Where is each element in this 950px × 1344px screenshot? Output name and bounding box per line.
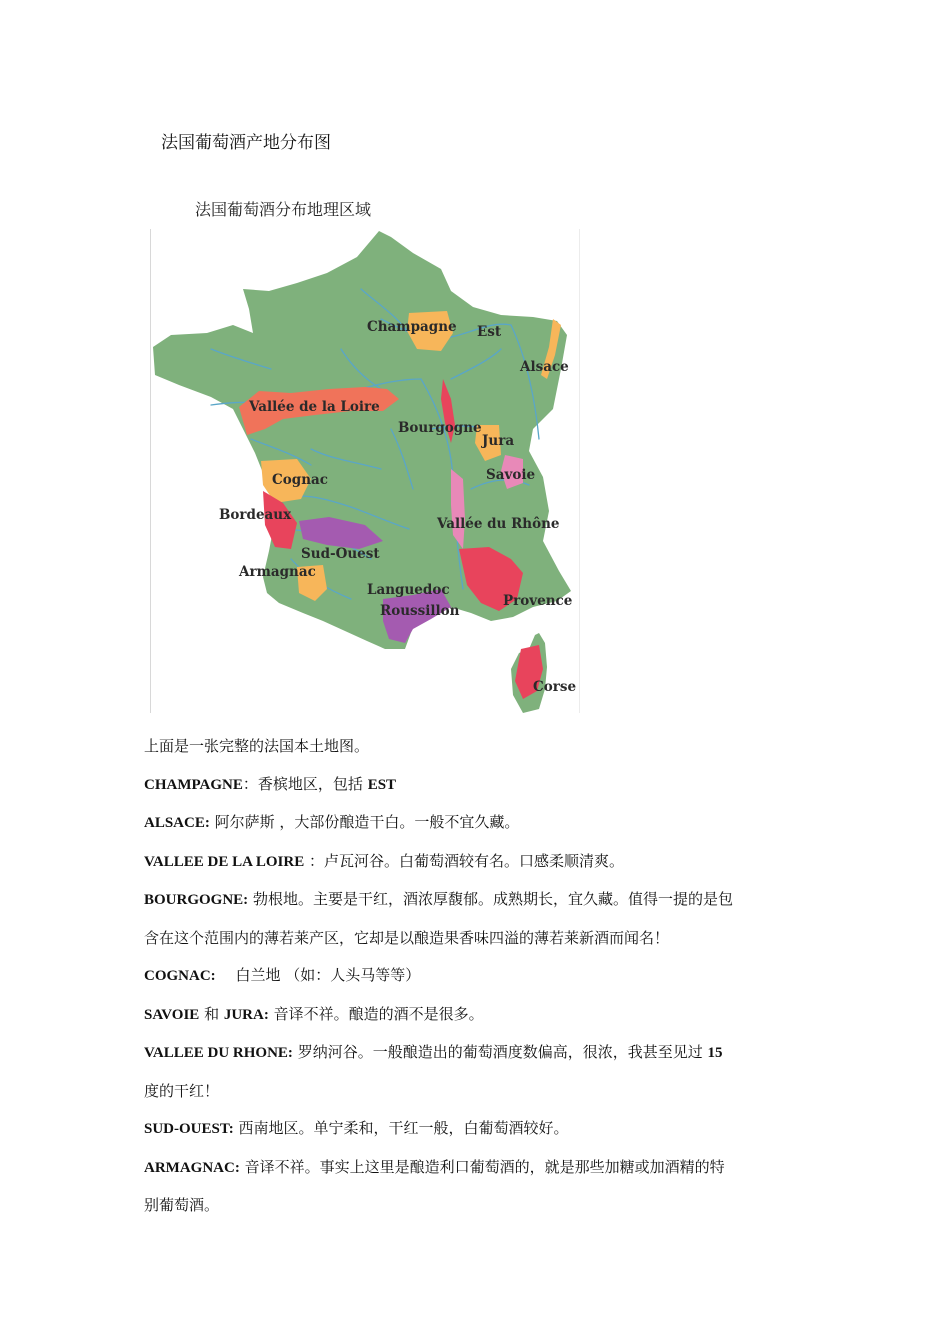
label-roussillon: Roussillon <box>380 603 460 619</box>
champagne-sep: ： <box>242 774 258 793</box>
page-title: 法国葡萄酒产地分布图 <box>161 133 331 153</box>
france-wine-map <box>150 229 580 713</box>
champagne-term: CHAMPAGNE <box>144 776 243 793</box>
armagnac-line2: 别葡萄酒。 <box>144 1196 220 1214</box>
champagne-desc: 香槟地区，包括 <box>257 774 368 793</box>
loire-paragraph <box>144 843 824 882</box>
bourgogne-line1: 勃根地。主要是干红，酒浓厚馥郁。成熟期长，宜久藏。值得一提的是包 <box>248 890 733 908</box>
savoie-desc: 音译不祥。酿造的酒不是很多。 <box>268 1004 484 1023</box>
savoie-term: SAVOIE <box>144 1006 200 1023</box>
bourgogne-paragraph <box>144 881 824 957</box>
label-bordeaux: Bordeaux <box>219 507 292 523</box>
label-est: Est <box>477 324 502 340</box>
label-bourgogne: Bourgogne <box>398 420 482 436</box>
savoie-and: 和 <box>199 1004 224 1023</box>
jura-term: JURA: <box>223 1006 269 1023</box>
rhone-line2: 度的干红！ <box>144 1081 220 1100</box>
map-caption: 法国葡萄酒分布地理区域 <box>195 200 372 219</box>
champagne-est: EST <box>367 776 397 793</box>
cognac-desc: 白兰地 （如：人头马等等） <box>215 966 421 984</box>
savoie-jura-paragraph <box>144 996 824 1035</box>
armagnac-line1: 音译不祥。事实上这里是酿造利口葡萄酒的，就是那些加糖或加酒精的特 <box>239 1157 725 1176</box>
alsace-paragraph <box>144 804 824 843</box>
label-cognac: Cognac <box>272 472 328 488</box>
label-jura: Jura <box>482 433 515 449</box>
armagnac-term: ARMAGNAC: <box>144 1159 240 1176</box>
rhone-number: 15 <box>707 1045 723 1061</box>
intro-paragraph: 上面是一张完整的法国本土地图。 <box>144 737 370 755</box>
alsace-term: ALSACE: <box>144 815 210 831</box>
label-savoie: Savoie <box>486 467 536 483</box>
cognac-paragraph <box>144 957 824 996</box>
rhone-line1: 罗纳河谷。一般酿造出的葡萄酒度数偏高，很浓，我甚至见过 <box>292 1043 708 1061</box>
loire-desc: ：卢瓦河谷。白葡萄酒较有名。口感柔顺清爽。 <box>304 851 624 870</box>
bourgogne-term: BOURGOGNE: <box>144 892 249 908</box>
alsace-desc: 阿尔萨斯 ，大部份酿造干白。一般不宜久藏。 <box>209 813 520 831</box>
label-sudouest: Sud-Ouest <box>301 546 380 562</box>
label-armagnac: Armagnac <box>239 564 316 580</box>
champagne-paragraph <box>144 766 824 805</box>
sudouest-paragraph <box>144 1110 824 1149</box>
armagnac-paragraph <box>144 1149 824 1225</box>
rhone-term: VALLEE DU RHONE: <box>144 1045 293 1061</box>
label-loire: Vallée de la Loire <box>249 399 380 415</box>
label-champagne: Champagne <box>367 319 457 335</box>
cognac-term: COGNAC: <box>144 968 216 984</box>
sudouest-term: SUD-OUEST: <box>144 1121 234 1137</box>
label-alsace: Alsace <box>520 359 569 375</box>
map-graphic <box>151 229 579 713</box>
label-corse: Corse <box>533 679 577 695</box>
region-descriptions <box>144 728 824 1225</box>
loire-term: VALLEE DE LA LOIRE <box>144 853 305 870</box>
label-languedoc: Languedoc <box>367 582 450 598</box>
bourgogne-line2: 含在这个范围内的薄若莱产区，它却是以酿造果香味四溢的薄若莱新酒而闻名！ <box>144 928 670 947</box>
sudouest-desc: 西南地区。单宁柔和，干红一般，白葡萄酒较好。 <box>233 1119 569 1137</box>
label-provence: Provence <box>503 593 573 609</box>
label-rhone: Vallée du Rhône <box>437 516 560 532</box>
rhone-paragraph <box>144 1034 824 1110</box>
